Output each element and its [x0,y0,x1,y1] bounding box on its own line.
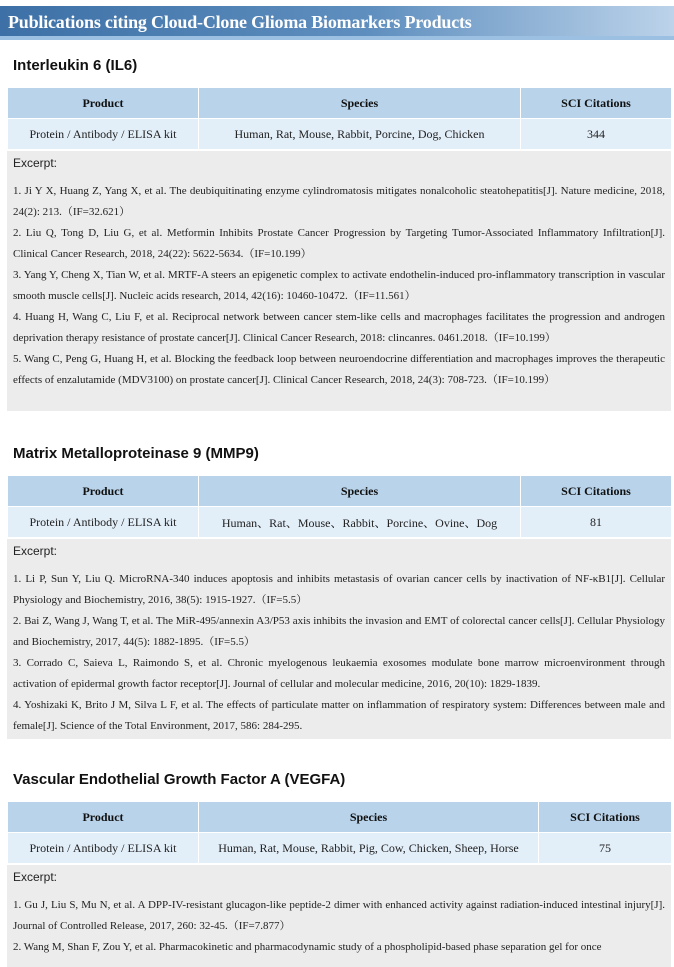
product-table [7,87,672,150]
page-title: Publications citing Cloud-Clone Glioma Biomarkers Products [8,12,472,32]
cell-product: Protein / Antibody / ELISA kit [8,507,199,538]
column-header-species: Species [199,476,521,507]
table-row [8,833,672,864]
cell-species: Human, Rat, Mouse, Rabbit, Pig, Cow, Chicken, Sheep, Horse [199,833,539,864]
product-table [7,801,672,864]
reference-item: 1. Gu J, Liu S, Mu N, et al. A DPP-IV-resistant glucagon-like peptide-2 dimer with enhanced activity against radiation-induced intestinal injury[J]. Journal of Controlled Release, 2017, 260: 32-45.（IF=7.877） [13,899,665,932]
column-header-citations: SCI Citations [521,88,672,119]
cell-species: Human、Rat、Mouse、Rabbit、Porcine、Ovine、Dog [199,507,521,538]
excerpt-label: Excerpt: [13,156,58,170]
cell-product: Protein / Antibody / ELISA kit [8,119,199,150]
section-title: Matrix Metalloproteinase 9 (MMP9) [13,445,259,462]
section-title: Vascular Endothelial Growth Factor A (VEGFA) [13,771,346,788]
reference-item: 2. Bai Z, Wang J, Wang T, et al. The MiR-495/annexin A3/P53 axis inhibits the invasion and EMT of colorectal cancer cells[J]. Cellular Physiology and Biochemistry, 2017, 44(5): 1882-1895.（IF=5.5） [13,615,665,648]
reference-item: 4. Huang H, Wang C, Liu F, et al. Reciprocal network between cancer stem-like cells and macrophages facilitates the progression and androgen deprivation therapy resistance of prostate cancer[J]. Clinical Cancer Research, 2018: clincanres. 0461.2018.（IF=10.199） [13,311,665,344]
reference-item: 2. Wang M, Shan F, Zou Y, et al. Pharmacokinetic and pharmacodynamic study of a phospholipid-based phase separation gel for once [13,941,602,953]
column-header-product: Product [8,476,199,507]
excerpt-box [7,151,671,411]
section-title: Interleukin 6 (IL6) [13,57,138,74]
cell-product: Protein / Antibody / ELISA kit [8,833,199,864]
product-table [7,475,672,538]
reference-item: 4. Yoshizaki K, Brito J M, Silva L F, et al. The effects of particulate matter on inflammation of respiratory system: Differences between male and female[J]. Science of the Total Environment, 2017, 586: 284-295. [13,699,665,732]
reference-item: 1. Li P, Sun Y, Liu Q. MicroRNA-340 induces apoptosis and inhibits metastasis of ovarian cancer cells by inactivation of NF-κB1[J]. Cellular Physiology and Biochemistry, 2016, 38(5): 1915-1927.（IF=5.5） [13,573,665,606]
column-header-citations: SCI Citations [521,476,672,507]
reference-item: 1. Ji Y X, Huang Z, Yang X, et al. The deubiquitinating enzyme cylindromatosis mitigates nonalcoholic steatohepatitis[J]. Nature medicine, 2018, 24(2): 213.（IF=32.621） [13,185,665,218]
table-header-row [8,88,672,119]
excerpt-box [7,865,671,967]
reference-item: 3. Yang Y, Cheng X, Tian W, et al. MRTF-A steers an epigenetic complex to activate endothelin-induced pro-inflammatory transcription in vascular smooth muscle cells[J]. Nucleic acids research, 2014, 42(16): 10460-10472.（IF=11.561） [13,269,665,302]
reference-item: 3. Corrado C, Saieva L, Raimondo S, et al. Chronic myelogenous leukaemia exosomes modulate bone marrow microenvironment through activation of epidermal growth factor receptor[J]. Journal of cellular and molecular medicine, 2016, 20(10): 1829-1839. [13,657,665,690]
table-header-row [8,476,672,507]
cell-citations: 75 [539,833,672,864]
cell-species: Human, Rat, Mouse, Rabbit, Porcine, Dog, Chicken [199,119,521,150]
reference-item: 2. Liu Q, Tong D, Liu G, et al. Metformin Inhibits Prostate Cancer Progression by Targeting Tumor-Associated Inflammatory Infiltration[J]. Clinical Cancer Research, 2018, 24(22): 5622-5634.（IF=10.199） [13,227,665,260]
excerpt-box [7,539,671,739]
column-header-product: Product [8,88,199,119]
excerpt-label: Excerpt: [13,870,58,884]
table-row [8,507,672,538]
cell-citations: 81 [521,507,672,538]
table-row [8,119,672,150]
header-banner [0,6,674,40]
table-header-row [8,802,672,833]
column-header-product: Product [8,802,199,833]
column-header-species: Species [199,88,521,119]
column-header-species: Species [199,802,539,833]
cell-citations: 344 [521,119,672,150]
excerpt-label: Excerpt: [13,544,58,558]
reference-item: 5. Wang C, Peng G, Huang H, et al. Blocking the feedback loop between neuroendocrine differentiation and macrophages improves the therapeutic effects of enzalutamide (MDV3100) on prostate cancer[J]. Clinical Cancer Research, 2018, 24(3): 708-723.（IF=10.199） [13,353,665,386]
column-header-citations: SCI Citations [539,802,672,833]
